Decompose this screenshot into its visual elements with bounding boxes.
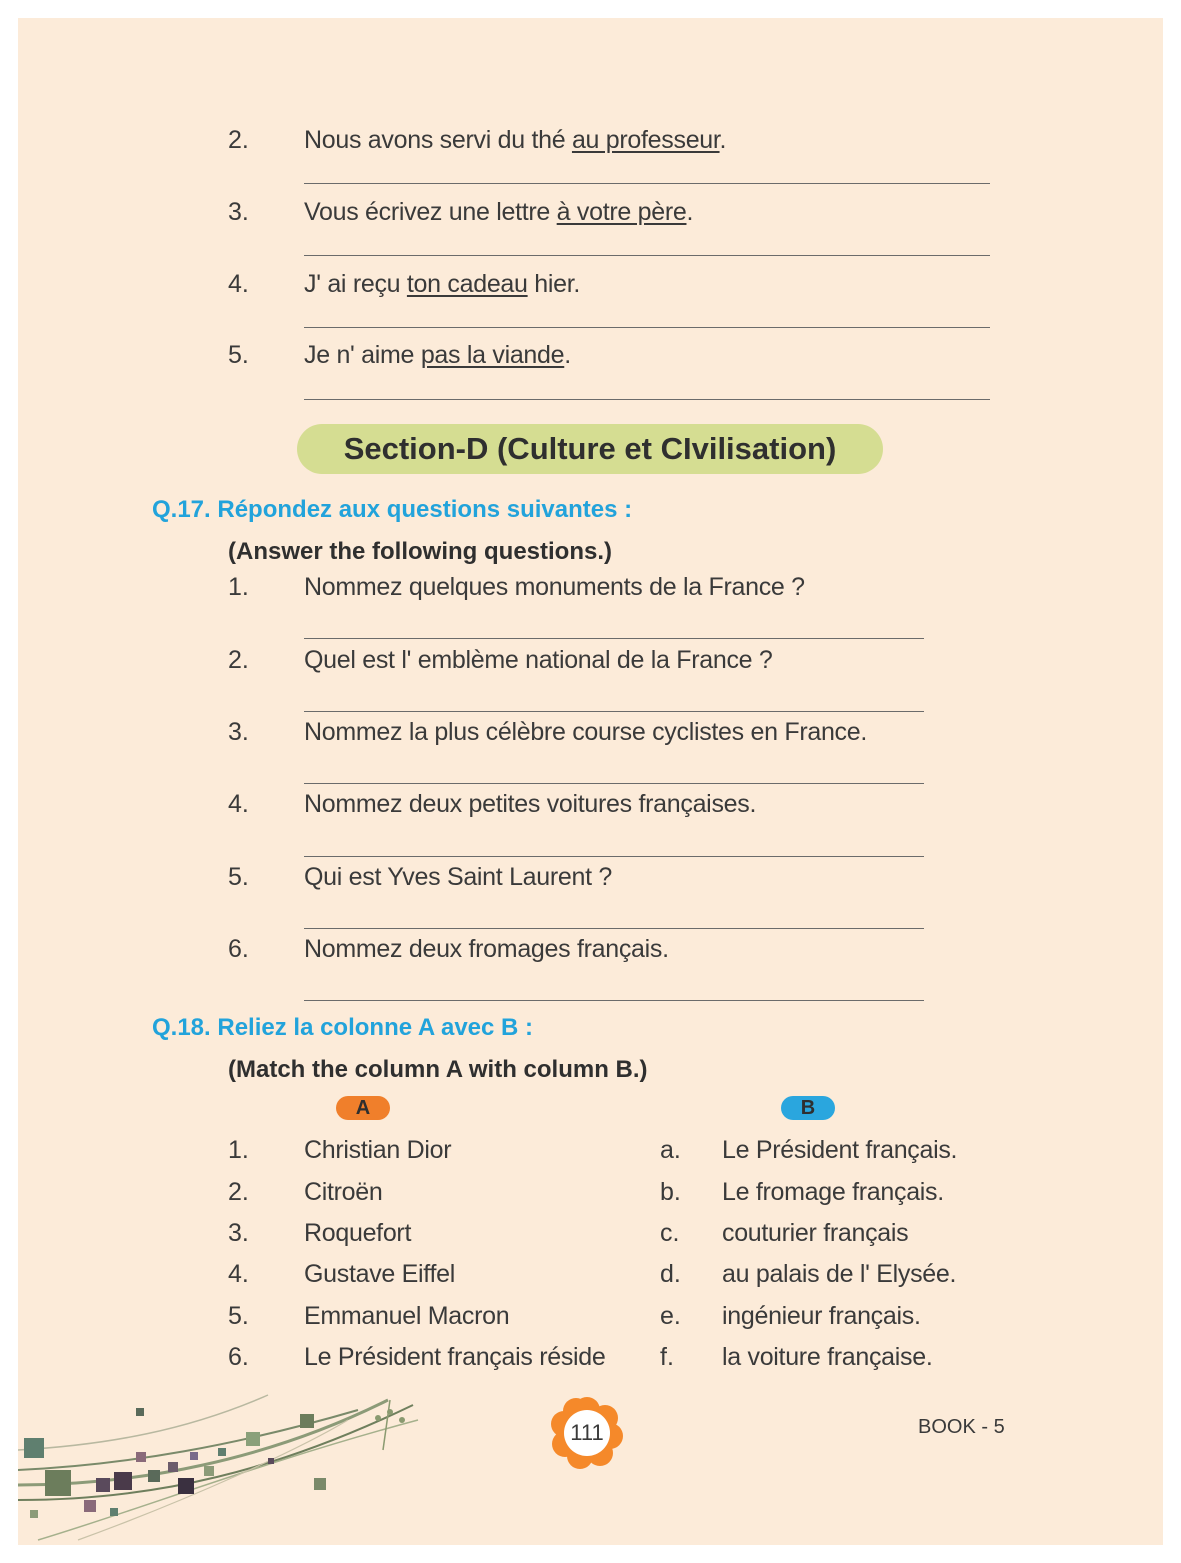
column-b-letter: b.	[660, 1178, 681, 1206]
question-text: Qui est Yves Saint Laurent ?	[304, 863, 613, 891]
item-number: 3.	[228, 198, 249, 226]
item-number: 5.	[228, 341, 249, 369]
column-b-item: au palais de l' Elysée.	[722, 1260, 957, 1288]
column-b-letter: c.	[660, 1219, 680, 1247]
question-text: Quel est l' emblème national de la France ?	[304, 646, 773, 674]
column-a-item: Citroën	[304, 1178, 383, 1206]
answer-line	[304, 399, 990, 400]
column-b-item: la voiture française.	[722, 1343, 933, 1371]
section-d-title: Section-D (Culture et CIvilisation)	[297, 424, 883, 474]
q17-heading: Q.17. Répondez aux questions suivantes :	[152, 496, 633, 523]
column-a-number: 4.	[228, 1260, 249, 1288]
question-number: 6.	[228, 935, 249, 963]
column-b-item: ingénieur français.	[722, 1302, 921, 1330]
question-number: 2.	[228, 646, 249, 674]
worksheet-page	[18, 18, 1163, 1545]
question-text: Nommez deux petites voitures françaises.	[304, 790, 757, 818]
page-number: 111	[570, 1420, 604, 1445]
decorative-swirl-illustration	[18, 1390, 438, 1545]
column-b-letter: d.	[660, 1260, 681, 1288]
book-label: BOOK - 5	[918, 1416, 1005, 1438]
column-a-item: Gustave Eiffel	[304, 1260, 455, 1288]
q18-subheading: (Match the column A with column B.)	[228, 1056, 648, 1083]
question-number: 4.	[228, 790, 249, 818]
question-number: 1.	[228, 573, 249, 601]
item-number: 2.	[228, 126, 249, 154]
sentence-2: Nous avons servi du thé au professeur.	[304, 126, 727, 154]
item-number: 4.	[228, 270, 249, 298]
sentence-5: Je n' aime pas la viande.	[304, 341, 571, 369]
answer-line	[304, 783, 924, 784]
answer-line	[304, 255, 990, 256]
sentence-3: Vous écrivez une lettre à votre père.	[304, 198, 694, 226]
column-b-badge: B	[781, 1096, 835, 1120]
question-text: Nommez quelques monuments de la France ?	[304, 573, 805, 601]
column-b-letter: a.	[660, 1136, 681, 1164]
column-a-item: Le Président français réside	[304, 1343, 606, 1371]
question-number: 3.	[228, 718, 249, 746]
column-a-number: 2.	[228, 1178, 249, 1206]
page-number-badge	[550, 1396, 624, 1470]
column-a-number: 5.	[228, 1302, 249, 1330]
column-a-item: Christian Dior	[304, 1136, 452, 1164]
q18-heading: Q.18. Reliez la colonne A avec B :	[152, 1014, 534, 1041]
column-b-item: couturier français	[722, 1219, 909, 1247]
column-a-badge: A	[336, 1096, 390, 1120]
answer-line	[304, 327, 990, 328]
sentence-4: J' ai reçu ton cadeau hier.	[304, 270, 581, 298]
question-text: Nommez deux fromages français.	[304, 935, 669, 963]
column-b-letter: f.	[660, 1343, 674, 1371]
column-a-number: 3.	[228, 1219, 249, 1247]
answer-line	[304, 928, 924, 929]
column-a-item: Roquefort	[304, 1219, 412, 1247]
column-b-item: Le fromage français.	[722, 1178, 944, 1206]
answer-line	[304, 638, 924, 639]
answer-line	[304, 856, 924, 857]
column-b-letter: e.	[660, 1302, 681, 1330]
column-b-item: Le Président français.	[722, 1136, 958, 1164]
question-number: 5.	[228, 863, 249, 891]
question-text: Nommez la plus célèbre course cyclistes en France.	[304, 718, 868, 746]
answer-line	[304, 183, 990, 184]
answer-line	[304, 711, 924, 712]
q17-subheading: (Answer the following questions.)	[228, 538, 612, 565]
answer-line	[304, 1000, 924, 1001]
column-a-number: 6.	[228, 1343, 249, 1371]
column-a-number: 1.	[228, 1136, 249, 1164]
column-a-item: Emmanuel Macron	[304, 1302, 510, 1330]
